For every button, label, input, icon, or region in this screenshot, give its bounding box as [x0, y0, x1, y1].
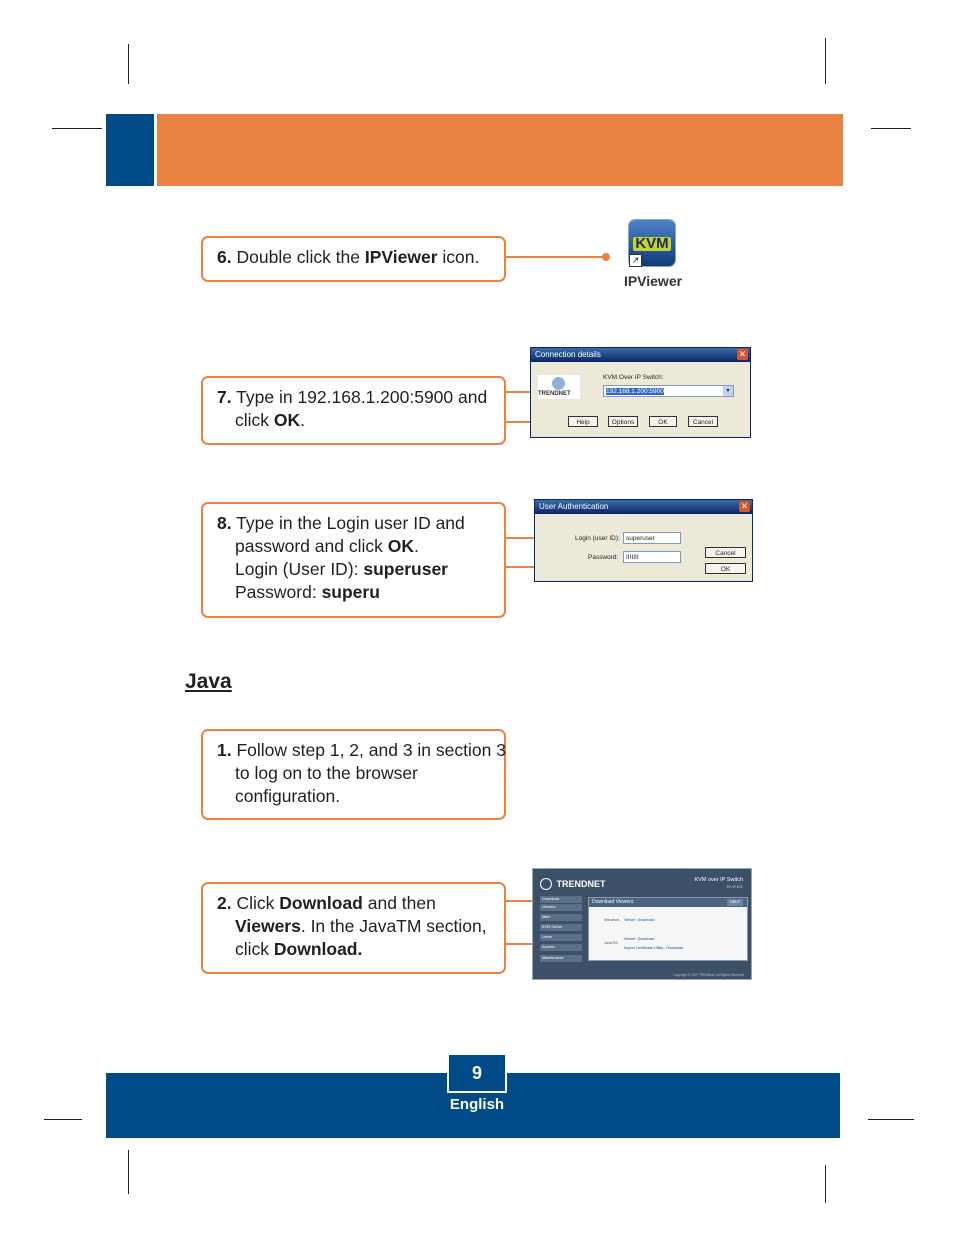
cancel-button[interactable]: Cancel: [705, 547, 746, 558]
web-ui-screenshot: [532, 868, 752, 980]
step-7-line-2: click OK.: [235, 410, 306, 430]
ok-button[interactable]: OK: [649, 416, 677, 427]
dialog-title: Connection details ✕: [531, 348, 750, 362]
page-number: 9: [447, 1053, 507, 1093]
login-label: Login (user ID):: [575, 535, 620, 542]
windows-viewer-link[interactable]: Viewer: Download: [624, 918, 655, 922]
help-button[interactable]: Help: [568, 416, 598, 427]
crop-mark: [868, 1119, 914, 1120]
logo-icon: [540, 878, 552, 890]
kvm-switch-combobox[interactable]: 192.168.1.200:5900 ▾: [603, 385, 734, 397]
java-step-2-box: [201, 882, 506, 974]
footer-language: English: [449, 1096, 505, 1113]
crop-mark: [52, 128, 102, 129]
step-7-line-1: 7. Type in 192.168.1.200:5900 and: [217, 387, 488, 407]
ipviewer-label: IPViewer: [623, 273, 683, 289]
options-button[interactable]: Options: [608, 416, 638, 427]
java-viewer-link[interactable]: Viewer: Download: [624, 937, 655, 941]
menu-maintenance[interactable]: Maintenance: [540, 955, 582, 962]
header-blue-block: [106, 114, 154, 186]
login-input[interactable]: superuser: [623, 532, 681, 544]
globe-icon: [552, 377, 565, 390]
crop-mark: [128, 44, 129, 84]
connector-line: [506, 256, 606, 258]
panel-header: Download Viewers HELP: [589, 898, 747, 907]
java-label: JavaTM: [604, 941, 618, 945]
crop-mark: [825, 1165, 826, 1203]
auth-dialog: [534, 499, 753, 582]
copyright: Copyright © 2007 TRENDnet. All Rights Reserved.: [673, 973, 745, 977]
ok-button[interactable]: OK: [705, 563, 746, 574]
java-step-2-line-3: click Download.: [235, 939, 363, 959]
product-model: TK-IP101: [726, 884, 743, 889]
menu-access[interactable]: Access: [540, 944, 582, 951]
password-input[interactable]: IIIIIII: [623, 551, 681, 563]
kvm-icon: KVM: [629, 220, 675, 266]
password-label: Password:: [588, 554, 619, 561]
java-step-1-line-3: configuration.: [235, 786, 341, 806]
step-6-line: 6. Double click the IPViewer icon.: [217, 247, 480, 267]
certificate-link[interactable]: Import Certificate Utility : Download: [624, 946, 684, 950]
kvm-switch-label: KVM Over IP Switch:: [603, 374, 664, 381]
menu-kvm-server[interactable]: KVM Server: [540, 924, 582, 931]
connector-dot: [602, 253, 610, 261]
windows-label: Windows: [604, 918, 620, 922]
step-8-line-3: Login (User ID): superuser: [235, 559, 448, 579]
crop-mark: [44, 1119, 82, 1120]
dialog-title: User Authentication ✕: [535, 500, 752, 514]
step-7-box: [201, 376, 506, 445]
trendnet-logo: TRENDNET: [540, 875, 605, 893]
menu-users[interactable]: Users: [540, 934, 582, 941]
section-title: Java: [185, 670, 232, 693]
trendnet-logo: TRENDNET: [538, 375, 580, 399]
step-8-box: [201, 502, 506, 618]
product-name: KVM over IP Switch: [694, 877, 743, 883]
header-orange-bar: [157, 114, 843, 186]
java-step-1-line-1: 1. Follow step 1, 2, and 3 in section 3: [217, 740, 506, 760]
close-icon[interactable]: ✕: [738, 349, 747, 359]
java-step-2-line-1: 2. Click Download and then: [217, 893, 436, 913]
help-button[interactable]: HELP: [727, 899, 743, 906]
connection-dialog: [530, 347, 751, 438]
menu-viewers[interactable]: Viewers: [540, 904, 582, 911]
crop-mark: [871, 128, 911, 129]
step-8-line-2: password and click OK.: [235, 536, 419, 556]
ipviewer-icon[interactable]: [620, 218, 690, 294]
close-icon[interactable]: ✕: [740, 501, 749, 511]
java-step-1-line-2: to log on to the browser: [235, 763, 418, 783]
step-8-line-4: Password: superu: [235, 582, 380, 602]
chevron-down-icon[interactable]: ▾: [723, 386, 733, 396]
download-panel: [588, 897, 748, 961]
crop-mark: [825, 38, 826, 84]
step-8-line-1: 8. Type in the Login user ID and: [217, 513, 465, 533]
cancel-button[interactable]: Cancel: [688, 416, 718, 427]
shortcut-arrow-icon: ↗: [629, 254, 642, 267]
menu-download[interactable]: Download: [540, 896, 582, 903]
menu-main[interactable]: Main: [540, 914, 582, 921]
crop-mark: [128, 1150, 129, 1194]
step-6-box: [201, 236, 506, 282]
java-step-1-box: [201, 729, 506, 820]
java-step-2-line-2: Viewers. In the JavaTM section,: [235, 916, 487, 936]
